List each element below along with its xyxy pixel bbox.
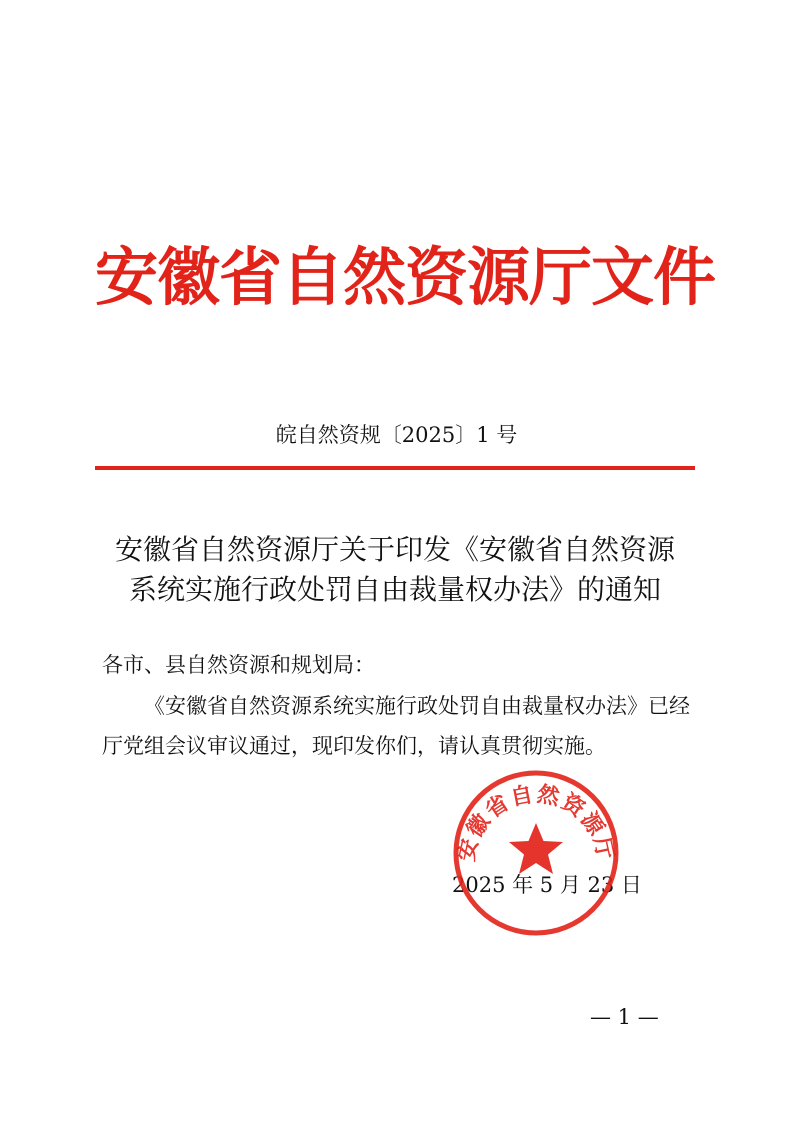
document-number: 皖自然资规〔2025〕1 号 — [275, 423, 518, 447]
page-number: — 1 — — [590, 1005, 659, 1029]
notice-title — [95, 530, 695, 610]
body-line-1: 《安徽省自然资源系统实施行政处罚自由裁量权办法》已经 — [144, 694, 690, 718]
official-seal-stamp — [451, 768, 621, 938]
notice-title-line-1: 安徽省自然资源厅关于印发《安徽省自然资源 — [114, 533, 675, 566]
salutation: 各市、县自然资源和规划局： — [102, 653, 375, 677]
issuer-banner-title: 安徽省自然资源厅文件 — [95, 241, 715, 314]
red-divider-line — [95, 466, 695, 470]
seal-star-icon — [509, 823, 563, 874]
notice-body — [102, 686, 697, 766]
issue-date: 2025 年 5 月 23 日 — [452, 873, 642, 897]
seal-text: 安徽省自然资源厅 — [454, 782, 618, 864]
body-line-2: 厅党组会议审议通过，现印发你们，请认真贯彻实施。 — [102, 734, 606, 758]
notice-title-line-2: 系统实施行政处罚自由裁量权办法》的通知 — [128, 573, 661, 606]
